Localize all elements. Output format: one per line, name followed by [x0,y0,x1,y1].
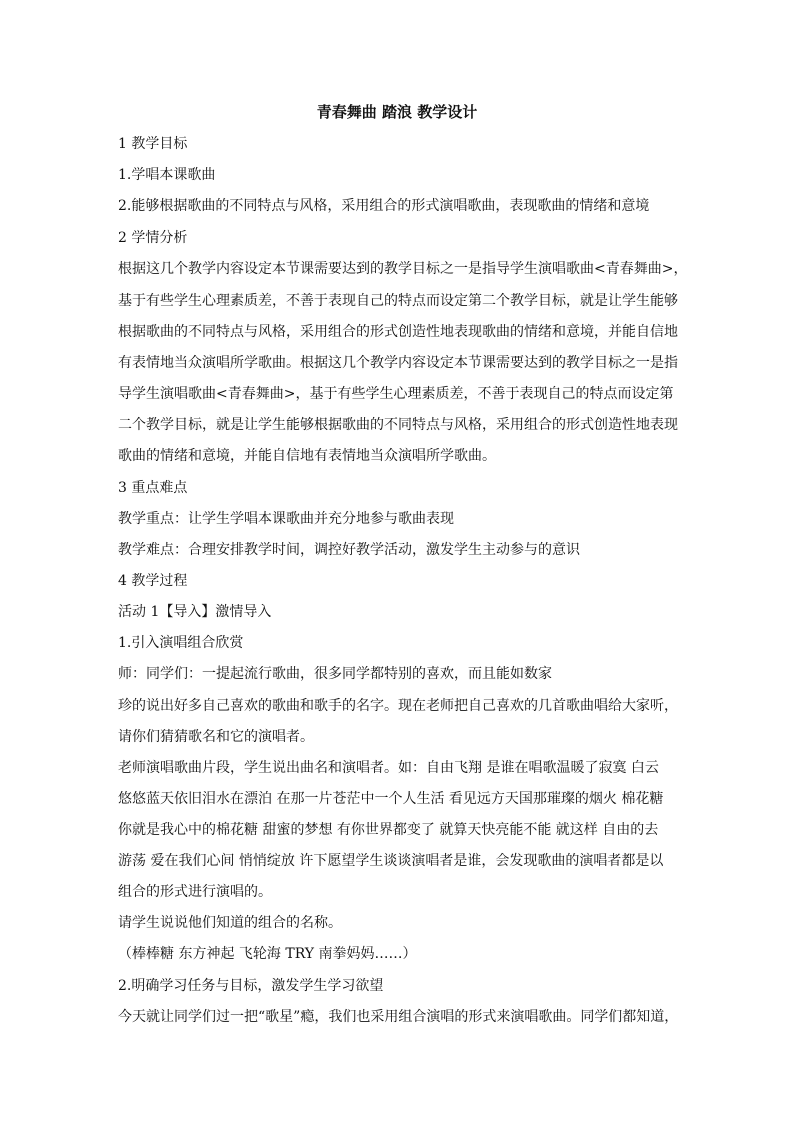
activity-heading: 活动 1【导入】激情导入 [118,604,272,620]
heading-process: 4 教学过程 [118,573,188,589]
paragraph-line: 有表情地当众演唱所学歌曲。根据这几个教学内容设定本节课需要达到的教学目标之一是指 [118,355,678,371]
paragraph-line: 组合的形式进行演唱的。 [118,884,272,900]
paragraph-line: 游荡 爱在我们心间 悄悄绽放 许下愿望学生谈谈演唱者是谁，会发现歌曲的演唱者都是以 [118,853,664,869]
paragraph-line: 歌曲的情绪和意境，并能自信地有表情地当众演唱所学歌曲。 [118,448,496,464]
heading-analysis: 2 学情分析 [118,230,188,246]
paragraph-line: 根据歌曲的不同特点与风格，采用组合的形式创造性地表现歌曲的情绪和意境，并能自信地 [118,324,678,340]
paragraph-line: 基于有些学生心理素质差，不善于表现自己的特点而设定第二个教学目标，就是让学生能够 [118,293,678,309]
paragraph-line: 今天就让同学们过一把“歌星”瘾，我们也采用组合演唱的形式来演唱歌曲。同学们都知道， [118,1009,679,1025]
paragraph-line: 老师演唱歌曲片段，学生说出曲名和演唱者。如：自由飞翔 是谁在唱歌温暖了寂寞 白云 [118,760,659,776]
key-point-line: 教学重点：让学生学唱本课歌曲并充分地参与歌曲表现 [118,511,454,527]
heading-objectives: 1 教学目标 [118,136,188,152]
difficulty-line: 教学难点：合理安排教学时间，调控好教学活动，激发学生主动参与的意识 [118,542,580,558]
paragraph-line: 请你们猜猜歌名和它的演唱者。 [118,729,314,745]
objective-item-1: 1.学唱本课歌曲 [118,167,216,183]
paragraph-line: 根据这几个教学内容设定本节课需要达到的教学目标之一是指导学生演唱歌曲<青春舞曲>， [118,261,688,277]
paragraph-line: 珍的说出好多自己喜欢的歌曲和歌手的名字。现在老师把自己喜欢的几首歌曲唱给大家听， [118,698,678,714]
heading-key-points: 3 重点难点 [118,480,188,496]
paragraph-line: 师：同学们：一提起流行歌曲，很多同学都特别的喜欢，而且能如数家 [118,666,552,682]
step-heading: 1.引入演唱组合欣赏 [118,635,244,651]
paragraph-line: 悠悠蓝天依旧泪水在漂泊 在那一片苍茫中一个人生活 看见远方天国那璀璨的烟火 棉花糖 [118,791,664,807]
paragraph-line: 你就是我心中的棉花糖 甜蜜的梦想 有你世界都变了 就算天快亮能不能 就这样 自由的去 [118,822,659,838]
paragraph-line: 请学生说说他们知道的组合的名称。 [118,915,342,931]
paragraph-line: 导学生演唱歌曲<青春舞曲>，基于有些学生心理素质差，不善于表现自己的特点而设定第 [118,386,674,402]
paragraph-line: （棒棒糖 东方神起 飞轮海 TRY 南拳妈妈……） [118,946,417,962]
document-title: 青春舞曲 踏浪 教学设计 [316,103,478,121]
objective-item-2: 2.能够根据歌曲的不同特点与风格，采用组合的形式演唱歌曲，表现歌曲的情绪和意境 [118,198,650,214]
paragraph-line: 二个教学目标，就是让学生能够根据歌曲的不同特点与风格，采用组合的形式创造性地表现 [118,417,678,433]
step-heading: 2.明确学习任务与目标，激发学生学习欲望 [118,978,384,994]
